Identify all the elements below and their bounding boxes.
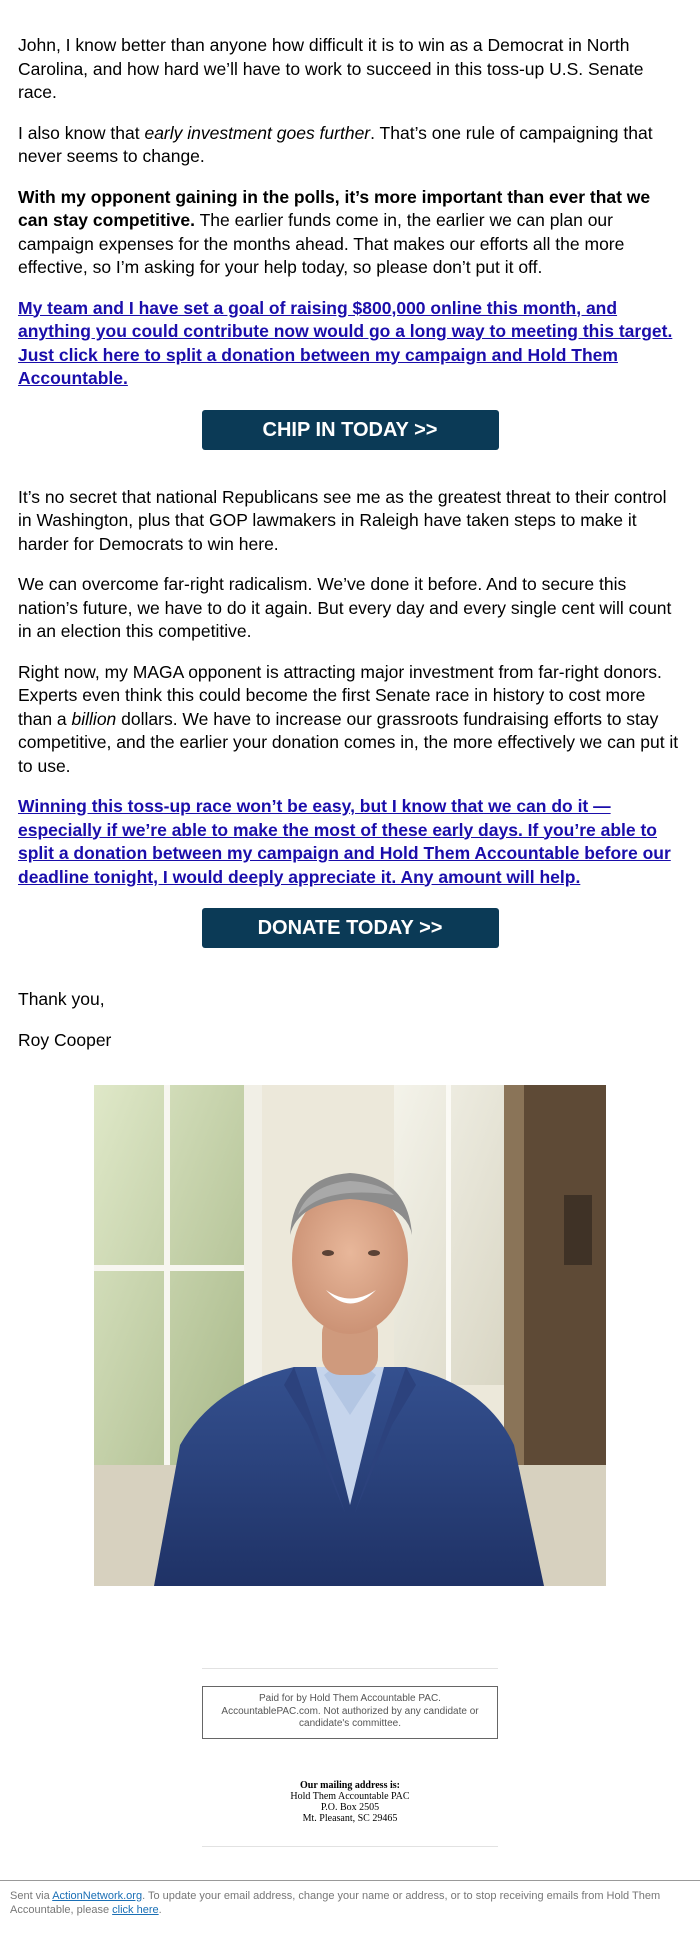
donate-button-row xyxy=(18,908,682,948)
donation-goal-link[interactable]: My team and I have set a goal of raising $800,000 online this month, and anything you could contribute now would go a long way to meeting this target. Just click here to split a donation between my campaign and Hold Them Accountable. xyxy=(18,297,673,388)
candidate-photo xyxy=(94,1085,606,1586)
mailing-heading xyxy=(202,1780,498,1791)
paragraph-overcome: We can overcome far-right radicalism. We’ve done it before. And to secure this nation’s future, we have to do it again. But every day and every single cent will count in an election this competitive. xyxy=(18,574,672,641)
mailing-po-box: P.O. Box 2505 xyxy=(320,1802,380,1813)
signature: Roy Cooper xyxy=(18,1029,112,1050)
actionnetwork-link[interactable]: ActionNetwork.org xyxy=(52,1890,143,1902)
mailing-address xyxy=(202,1780,498,1824)
chip-in-button-row xyxy=(18,410,682,450)
candidate-portrait-svg xyxy=(94,1085,606,1586)
text-span: dollars. We have to increase our grassroots fundraising efforts to stay competitive, and the earlier your donation comes in, the more effectively we can put it to use. xyxy=(18,708,679,776)
text-span: . xyxy=(158,1904,162,1916)
bottom-divider xyxy=(0,1880,700,1881)
mailing-heading-text: Our mailing address is: xyxy=(300,1780,400,1791)
text-span: The earlier funds come in, the earlier we can plan our campaign expenses for the months ahead. That makes our efforts all the more effective, so I’m asking for your help today, so please don’t put it off. xyxy=(18,210,625,277)
email-body xyxy=(18,34,682,1069)
text-span: . To update your email address, change your name or address, or to stop receiving emails from Hold Them Accountable, please xyxy=(10,1890,661,1916)
text-span: Right now, my MAGA opponent is attracting major investment from far-right donors. Experts even think this could become the first Senate race in history to cost more than a xyxy=(18,661,662,729)
donate-button[interactable]: DONATE TODAY >> xyxy=(202,908,499,948)
bold-text: With my opponent gaining in the polls, it’s more important than ever that we can stay competitive. xyxy=(18,186,651,230)
paragraph-competitive xyxy=(18,186,682,280)
sent-via-notice xyxy=(10,1889,690,1917)
chip-in-button[interactable]: CHIP IN TODAY >> xyxy=(202,410,499,450)
paragraph-intro: John, I know better than anyone how difficult it is to win as a Democrat in North Carolina, and how hard we’ll have to work to succeed in this toss-up U.S. Senate race. xyxy=(18,35,644,102)
text-span: I also know that xyxy=(18,122,145,143)
emphasis-text: early investment goes further xyxy=(144,122,371,143)
mailing-org-name: Hold Them Accountable PAC xyxy=(290,1791,410,1802)
footer-divider-lower xyxy=(202,1846,498,1847)
paragraph-maga-opponent xyxy=(18,661,682,779)
signoff: Thank you, xyxy=(18,989,105,1009)
deadline-donation-link[interactable]: Winning this toss-up race won’t be easy, but I know that we can do it — especially if we’re able to make the most of these early days. If you’re able to split a donation between my campaign and Hold Them Accountable before our deadline tonight, I would deeply appreciate it. Any amount will help. xyxy=(18,796,671,887)
text-span: . That’s one rule of campaigning that never seems to change. xyxy=(18,122,653,166)
text-span: Sent via xyxy=(10,1890,53,1902)
paragraph-threat: It’s no secret that national Republicans see me as the greatest threat to their control in Washington, plus that GOP lawmakers in Raleigh have taken steps to make it harder for Democrats to win here. xyxy=(18,486,667,554)
paragraph-early-investment xyxy=(18,122,682,169)
emphasis-text: billion xyxy=(71,708,117,729)
paid-for-disclaimer: Paid for by Hold Them Accountable PAC. AccountablePAC.com. Not authorized by any candidate or candidate's committee. xyxy=(202,1686,498,1739)
unsubscribe-link[interactable]: click here xyxy=(112,1904,159,1916)
footer-divider xyxy=(202,1668,498,1669)
mailing-city: Mt. Pleasant, SC 29465 xyxy=(302,1813,398,1824)
